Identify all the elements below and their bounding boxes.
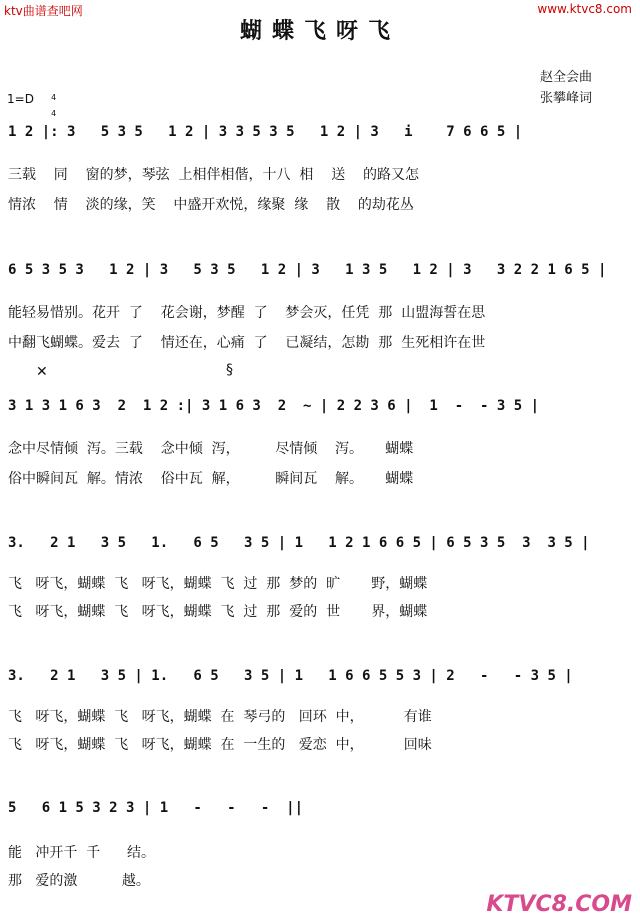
lyric-line-verse2: 俗中瞬间瓦 解。情浓 俗中瓦 解， 瞬间瓦 解。 蝴蝶 (8, 471, 414, 487)
time-signature (46, 86, 56, 118)
key-signature: 1=D (7, 92, 34, 106)
coda-marker: ✕ (36, 364, 48, 380)
lyric-line-verse1: 三载 同 窗的梦，琴弦 上相伴相偕，十八 相 送 的路又怎 (8, 167, 420, 183)
time-signature-bottom: 4 (51, 109, 57, 118)
lyric-line-verse1: 飞 呀飞，蝴蝶 飞 呀飞，蝴蝶 在 琴弓的 回环 中， 有谁 (8, 709, 432, 725)
lyric-line-verse2: 那 爱的激 越。 (8, 873, 150, 889)
lyric-line-verse1: 念中尽情倾 泻。三载 念中倾 泻， 尽情倾 泻。 蝴蝶 (8, 441, 414, 457)
notation-line: 1 2 |: 3 5 3 5 1 2 | 3 3 5 3 5 1 2 | 3 i 7 6 6 5 | (8, 124, 523, 140)
watermark-logo: KTVC8.COM (486, 892, 632, 917)
composer-credit: 赵全会曲 (540, 70, 593, 85)
site-name-left: ktv曲谱查吧网 (4, 4, 83, 18)
site-url-right: www.ktvc8.com (537, 2, 632, 16)
notation-line: 3 1 3 1 6 3 2 1 2 :| 3 1 6 3 2 ~ | 2 2 3 6 | 1 - - 3 5 | (8, 398, 540, 414)
notation-line: 5 6 1 5 3 2 3 | 1 - - - || (8, 800, 304, 816)
lyricist-credit: 张攀峰词 (540, 91, 593, 106)
notation-line: 3. 2 1 3 5 1. 6 5 3 5 | 1 1 2 1 6 6 5 | 6 5 3 5 3 3 5 | (8, 535, 590, 551)
notation-line: 3. 2 1 3 5 | 1. 6 5 3 5 | 1 1 6 6 5 5 3 | 2 - - 3 5 | (8, 668, 573, 684)
time-signature-top: 4 (51, 93, 57, 102)
lyric-line-verse1: 能轻易惜别。花开 了 花会谢，梦醒 了 梦会灭，任凭 那 山盟海誓在思 (8, 305, 486, 321)
lyric-line-verse2: 情浓 情 淡的缘，笑 中盛开欢悦，缘聚 缘 散 的劫花丛 (8, 197, 414, 213)
lyric-line-verse2: 飞 呀飞，蝴蝶 飞 呀飞，蝴蝶 在 一生的 爱恋 中， 回味 (8, 737, 432, 753)
segno-marker: § (226, 362, 233, 378)
lyric-line-verse2: 中翻飞蝴蝶。爱去 了 情还在，心痛 了 已凝结，怎勘 那 生死相许在世 (8, 335, 486, 351)
notation-line: 6 5 3 5 3 1 2 | 3 5 3 5 1 2 | 3 1 3 5 1 2 | 3 3 2 2 1 6 5 | (8, 262, 607, 278)
song-title: 蝴蝶飞呀飞 (239, 19, 400, 44)
lyric-line-verse2: 飞 呀飞，蝴蝶 飞 呀飞，蝴蝶 飞 过 那 爱的 世 界，蝴蝶 (8, 604, 428, 620)
lyric-line-verse1: 能 冲开千 千 结。 (8, 845, 155, 861)
lyric-line-verse1: 飞 呀飞，蝴蝶 飞 呀飞，蝴蝶 飞 过 那 梦的 旷 野，蝴蝶 (8, 576, 428, 592)
